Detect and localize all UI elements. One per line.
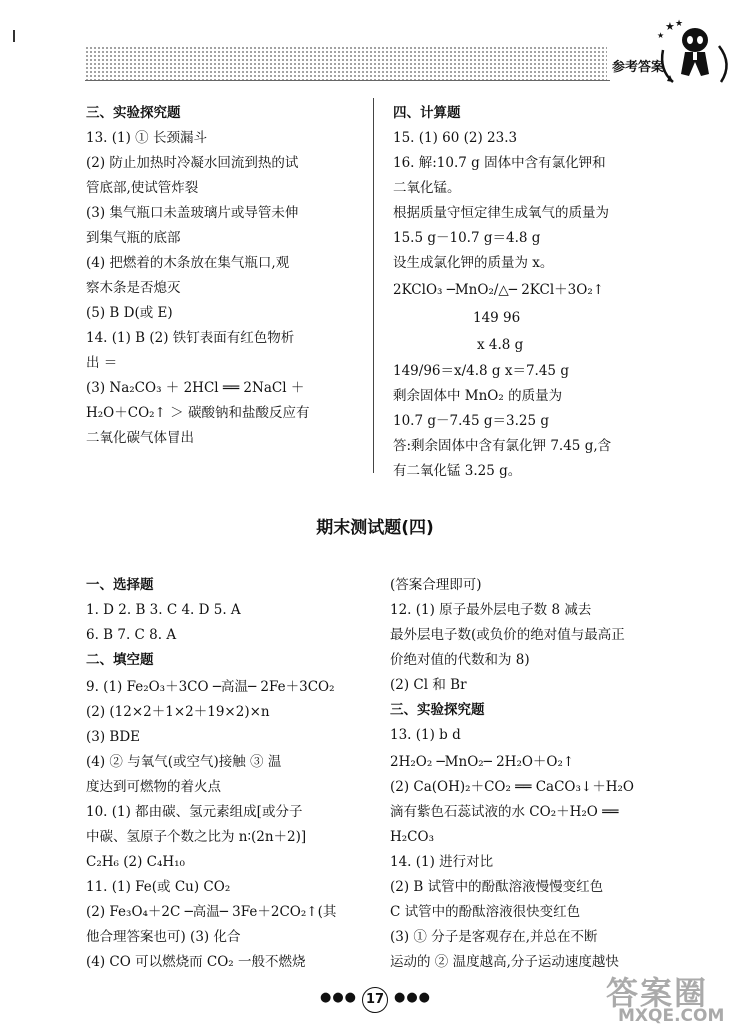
column-divider bbox=[373, 98, 374, 473]
page-number-label: 17 bbox=[362, 987, 388, 1013]
answer-line: 二氧化锰。 bbox=[393, 180, 461, 196]
answer-line: H₂O＋CO₂↑ ＞ 碳酸钠和盐酸反应有 bbox=[86, 405, 310, 421]
answer-line: C 试管中的酚酞溶液很快变红色 bbox=[390, 904, 581, 920]
answer-line: 13. (1) b d bbox=[390, 727, 461, 743]
answer-line: (4) 把燃着的木条放在集气瓶口,观 bbox=[86, 255, 290, 271]
heading-experiment: 三、实验探究题 bbox=[390, 702, 485, 718]
answer-line: 15. (1) 60 (2) 23.3 bbox=[393, 130, 518, 146]
answer-line: 根据质量守恒定律生成氧气的质量为 bbox=[393, 205, 609, 221]
answer-line: 他合理答案也可) (3) 化合 bbox=[86, 929, 241, 945]
section-title: 期末测试题(四) bbox=[316, 518, 434, 538]
heading-calculation: 四、计算题 bbox=[393, 105, 461, 121]
corner-mark bbox=[13, 30, 15, 42]
svg-text:★: ★ bbox=[657, 31, 665, 40]
answer-line: 价绝对值的代数和为 8) bbox=[390, 652, 530, 668]
answer-line: (3) ① 分子是客观存在,并总在不断 bbox=[390, 929, 598, 945]
answer-line: 有二氧化锰 3.25 g。 bbox=[393, 463, 522, 479]
answer-line: (3) BDE bbox=[86, 729, 141, 745]
answer-line: H₂CO₃ bbox=[390, 829, 434, 845]
heading-fill: 二、填空题 bbox=[86, 652, 154, 668]
header-rule bbox=[85, 80, 610, 81]
answer-line: 到集气瓶的底部 bbox=[86, 230, 181, 246]
answer-line: 10.7 g－7.45 g＝3.25 g bbox=[393, 413, 549, 429]
answer-line: 12. (1) 原子最外层电子数 8 减去 bbox=[390, 602, 592, 618]
answer-line: (2) (12×2＋1×2＋19×2)×n bbox=[86, 704, 270, 720]
answer-line: 剩余固体中 MnO₂ 的质量为 bbox=[393, 388, 563, 404]
equation-line: 2H₂O₂ ─MnO₂─ 2H₂O＋O₂↑ bbox=[390, 754, 575, 770]
answer-line: 二氧化碳气体冒出 bbox=[86, 430, 194, 446]
equation-line: 9. (1) Fe₂O₃＋3CO ─高温─ 2Fe＋3CO₂ bbox=[86, 679, 335, 695]
equation-line: 2KClO₃ ─MnO₂/△─ 2KCl＋3O₂↑ bbox=[393, 282, 605, 298]
page-number bbox=[320, 986, 430, 1014]
svg-text:★: ★ bbox=[675, 19, 684, 29]
answer-line: (4) ② 与氧气(或空气)接触 ③ 温 bbox=[86, 754, 282, 770]
answer-line: 14. (1) B (2) 铁钉表面有红色物析 bbox=[86, 330, 295, 346]
answer-line: 14. (1) 进行对比 bbox=[390, 854, 494, 870]
answer-line: (2) B 试管中的酚酞溶液慢慢变红色 bbox=[390, 879, 604, 895]
answer-line: (答案合理即可) bbox=[390, 577, 482, 593]
answer-line: (2) 防止加热时冷凝水回流到热的试 bbox=[86, 155, 299, 171]
heading-experiment: 三、实验探究题 bbox=[86, 105, 181, 121]
heading-choice: 一、选择题 bbox=[86, 577, 154, 593]
answer-line: 设生成氯化钾的质量为 x。 bbox=[393, 255, 554, 271]
equation-line: (2) Fe₃O₄＋2C ─高温─ 3Fe＋2CO₂↑(其 bbox=[86, 904, 337, 920]
answer-line: (3) 集气瓶口未盖玻璃片或导管未伸 bbox=[86, 205, 299, 221]
ratio-line: 149 96 bbox=[473, 310, 521, 326]
answer-line: 149/96＝x/4.8 g x＝7.45 g bbox=[393, 363, 569, 379]
ratio-line: x 4.8 g bbox=[477, 337, 524, 353]
page-dots-right: ●●● bbox=[394, 990, 432, 1005]
answer-line: 1. D 2. B 3. C 4. D 5. A bbox=[86, 602, 241, 618]
page-dots-left: ●●● bbox=[320, 990, 358, 1005]
answer-line: 度达到可燃物的着火点 bbox=[86, 779, 221, 795]
header-dot-band bbox=[85, 46, 607, 80]
watermark bbox=[606, 968, 741, 1032]
answer-line: 10. (1) 都由碳、氢元素组成[或分子 bbox=[86, 804, 303, 820]
answer-line: (2) Cl 和 Br bbox=[390, 677, 467, 693]
equation-line: (2) Ca(OH)₂＋CO₂ ══ CaCO₃↓＋H₂O bbox=[390, 779, 634, 795]
answer-line: 运动的 ② 温度越高,分子运动速度越快 bbox=[390, 954, 619, 970]
answer-line: 16. 解:10.7 g 固体中含有氯化钾和 bbox=[393, 155, 606, 171]
svg-text:★: ★ bbox=[665, 20, 675, 33]
answer-line: C₂H₆ (2) C₄H₁₀ bbox=[86, 854, 185, 870]
answer-line: (4) CO 可以燃烧而 CO₂ 一般不燃烧 bbox=[86, 954, 306, 970]
answer-line: 15.5 g－10.7 g＝4.8 g bbox=[393, 230, 541, 246]
answer-line: 管底部,使试管炸裂 bbox=[86, 180, 199, 196]
mascot-icon bbox=[655, 16, 735, 88]
equation-line: (3) Na₂CO₃ ＋ 2HCl ══ 2NaCl ＋ bbox=[86, 380, 305, 396]
answer-line: 最外层电子数(或负价的绝对值与最高正 bbox=[390, 627, 625, 643]
answer-line: (5) B D(或 E) bbox=[86, 305, 173, 321]
equation-line: 滴有紫色石蕊试液的水 CO₂＋H₂O ══ bbox=[390, 804, 619, 820]
answer-line: 6. B 7. C 8. A bbox=[86, 627, 177, 643]
watermark-logo: 答案圈 bbox=[606, 974, 709, 1012]
answer-line: 察木条是否熄灭 bbox=[86, 280, 181, 296]
watermark-url: MXQE.COM bbox=[618, 1006, 725, 1026]
header-title: 参考答案 bbox=[612, 60, 665, 75]
answer-line: 11. (1) Fe(或 Cu) CO₂ bbox=[86, 879, 231, 895]
answer-line: 中碳、氢原子个数之比为 n∶(2n＋2)] bbox=[86, 829, 307, 845]
answer-line: 13. (1) ① 长颈漏斗 bbox=[86, 130, 207, 146]
answer-line: 出 ＝ bbox=[86, 355, 118, 371]
answer-line: 答:剩余固体中含有氯化钾 7.45 g,含 bbox=[393, 438, 612, 454]
